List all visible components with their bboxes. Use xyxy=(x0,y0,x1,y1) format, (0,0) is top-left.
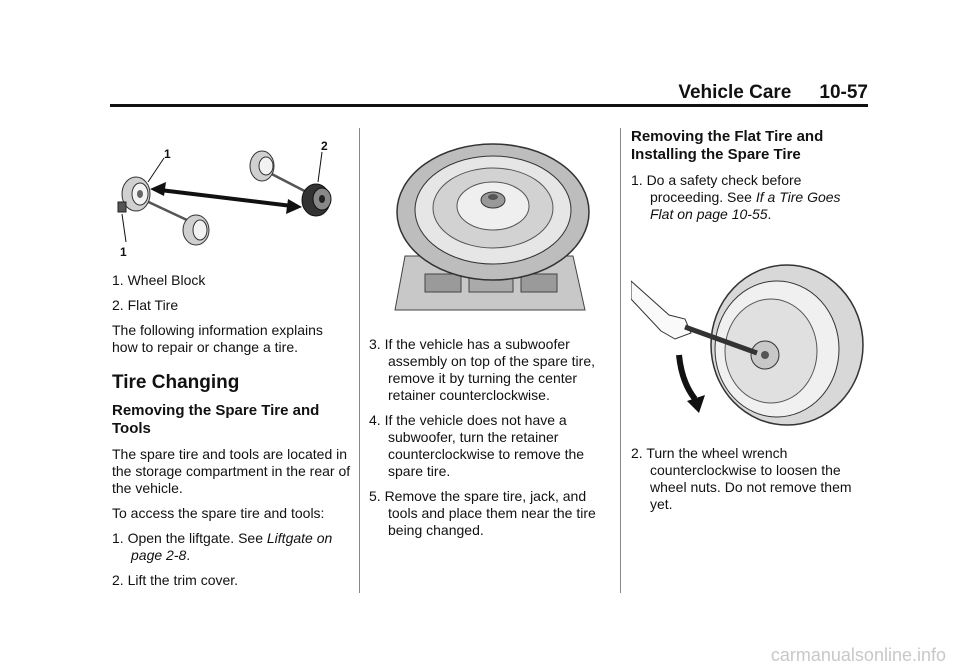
removing-flat-tire-heading: Removing the Flat Tire and Installing the Spare Tire xyxy=(631,128,824,163)
legend-item-1: 1. Wheel Block xyxy=(112,272,206,288)
column-2 xyxy=(369,136,613,547)
rear-left-wheel-icon xyxy=(183,215,209,245)
front-right-wheel-icon xyxy=(250,151,274,181)
step-1: 1. Open the liftgate. See Liftgate on page 2-8. xyxy=(112,530,333,563)
column-divider-1 xyxy=(359,128,360,593)
column-1 xyxy=(112,136,352,597)
paragraph-access: To access the spare tire and tools: xyxy=(112,505,325,521)
section-title: Vehicle Care xyxy=(678,82,792,103)
legend-item-2: 2. Flat Tire xyxy=(112,297,179,313)
step-4: 4. If the vehicle does not have a subwoofer, turn the retainer counterclockwise to remove the spare tire. xyxy=(369,412,585,479)
double-arrow-icon xyxy=(150,182,302,214)
column-divider-2 xyxy=(620,128,621,593)
step-5: 5. Remove the spare tire, jack, and tools and place them near the tire being changed. xyxy=(369,488,596,538)
wheel-wrench-figure xyxy=(631,259,867,431)
step-2-loosen: 2. Turn the wheel wrench counterclockwise to loosen the wheel nuts. Do not remove them yet. xyxy=(631,445,852,512)
header-rule xyxy=(110,104,868,107)
figure-label-1-bottom: 1 xyxy=(120,245,127,259)
subsection-heading: Removing the Spare Tire and Tools xyxy=(112,402,320,437)
counterclockwise-arrow-icon xyxy=(679,355,705,413)
step-3: 3. If the vehicle has a subwoofer assembly on top of the spare tire, remove it by turning the center retainer counterclockwise. xyxy=(369,336,595,403)
flat-tire-icon xyxy=(302,184,331,216)
wheel-block-icon xyxy=(118,202,126,212)
page-header xyxy=(110,80,868,106)
intro-paragraph: The following information explains how to repair or change a tire. xyxy=(112,322,323,355)
liftgate-link[interactable]: Liftgate on page 2-8 xyxy=(131,530,333,563)
watermark: carmanualsonline.info xyxy=(770,645,946,665)
figure-label-1-top: 1 xyxy=(164,147,171,161)
spare-tire-icon xyxy=(397,144,589,280)
wheel-block-figure xyxy=(112,136,352,266)
tire-goes-flat-link[interactable]: If a Tire Goes Flat on page 10-55 xyxy=(650,189,841,222)
step-2: 2. Lift the trim cover. xyxy=(112,572,239,588)
section-heading: Tire Changing xyxy=(112,372,240,393)
column-3 xyxy=(631,128,867,521)
page-number: 10-57 xyxy=(819,82,868,103)
figure-label-2: 2 xyxy=(321,139,328,153)
step-1-safety: 1. Do a safety check before proceeding. See If a Tire Goes Flat on page 10-55. xyxy=(631,172,841,222)
paragraph-storage: The spare tire and tools are located in the storage compartment in the rear of the vehicle. xyxy=(112,446,351,496)
spare-tire-figure xyxy=(369,136,613,322)
